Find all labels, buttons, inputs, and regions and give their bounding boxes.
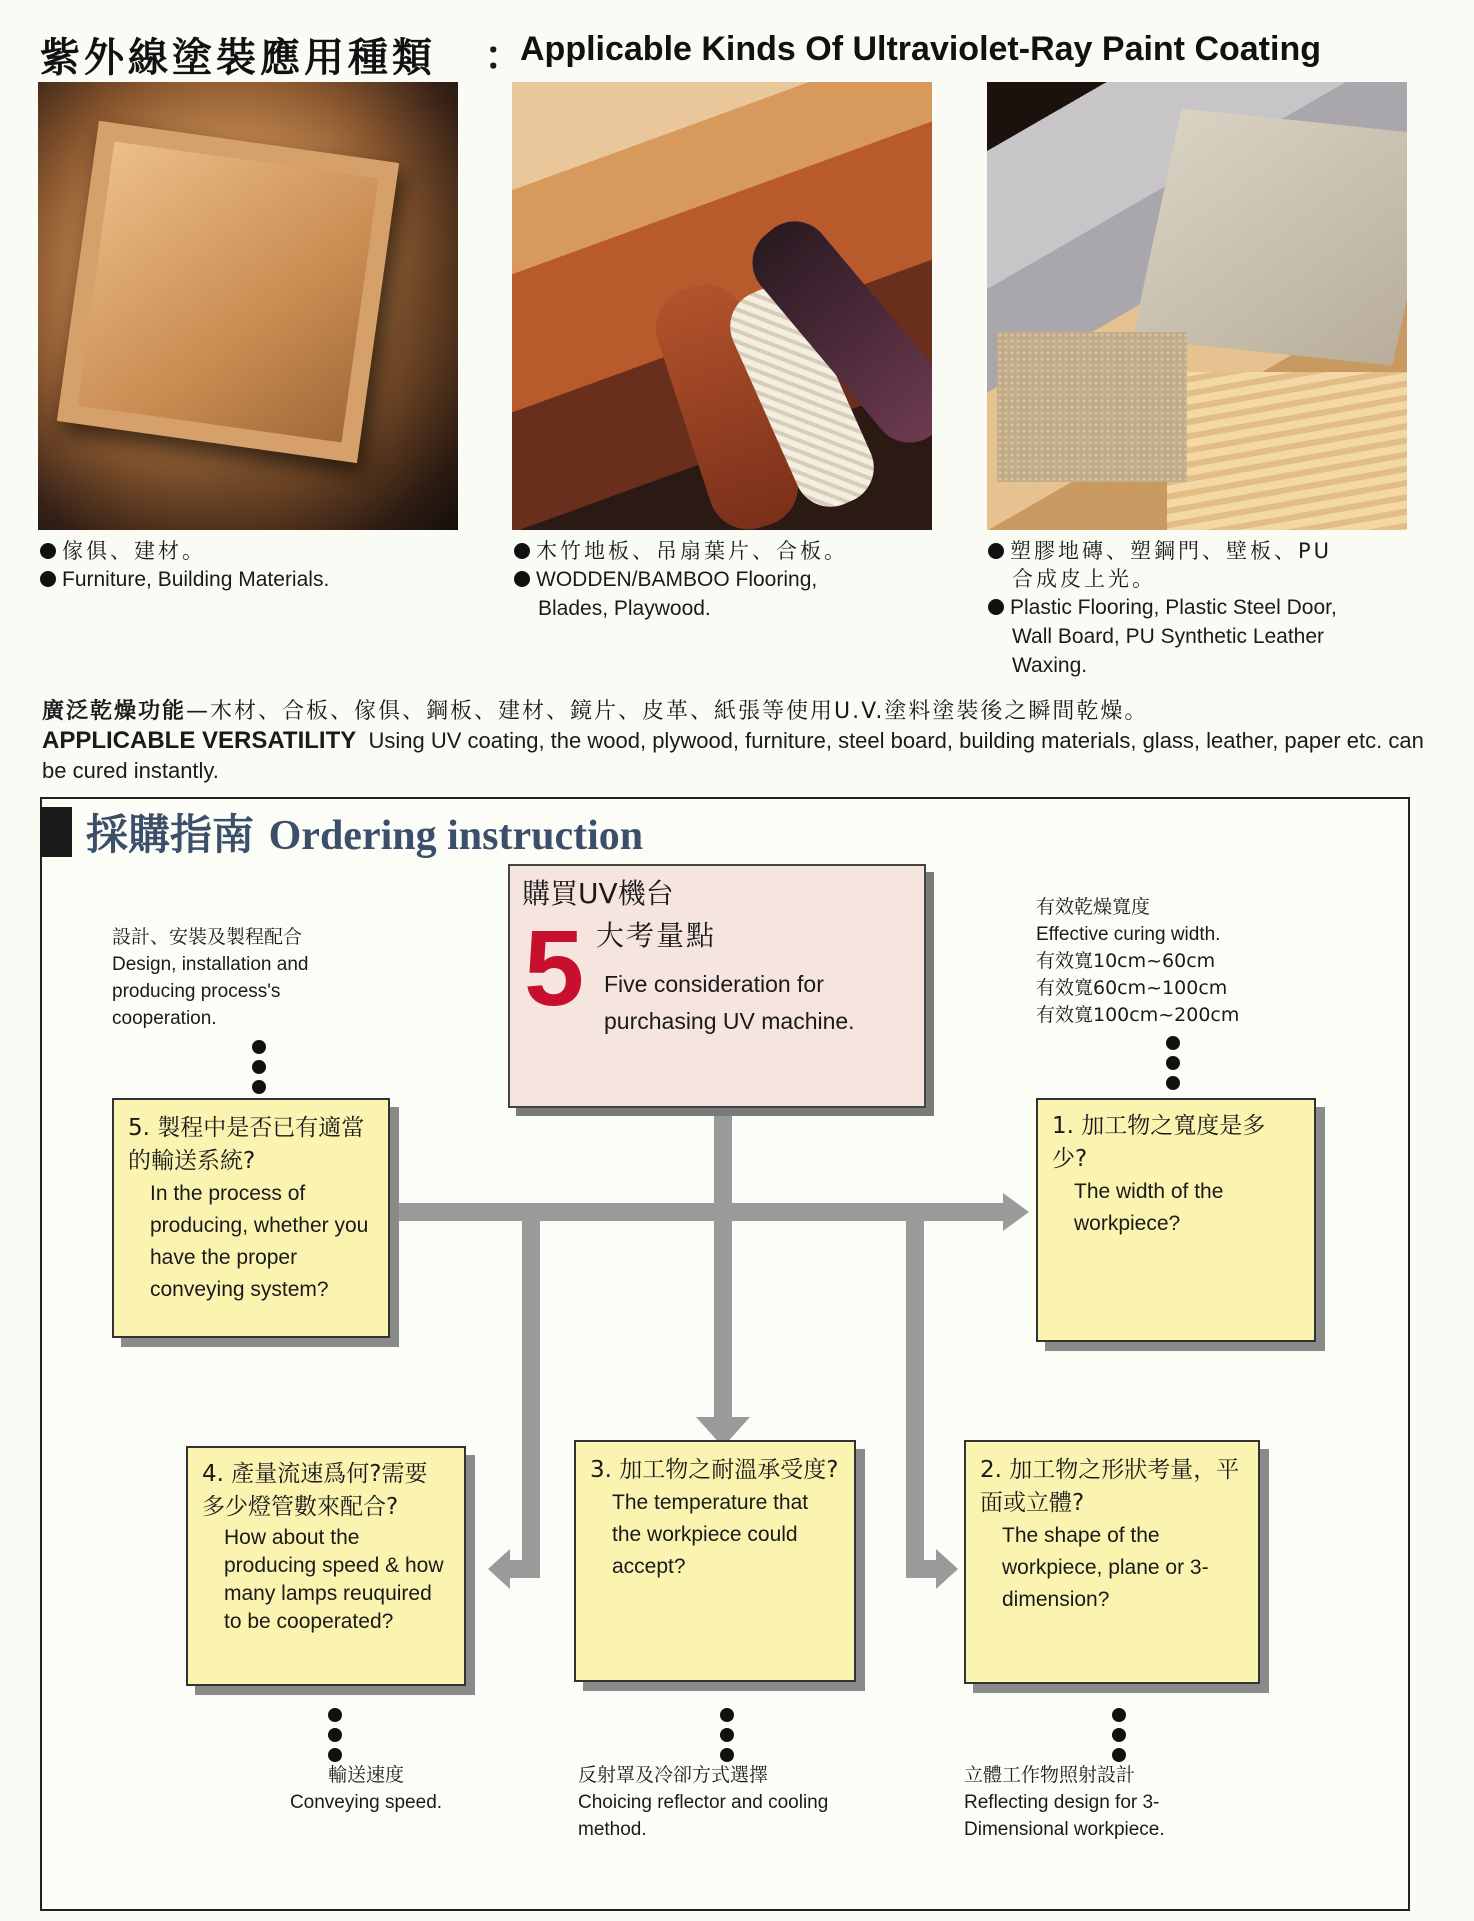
center-line2: 大考量點: [596, 919, 717, 952]
note-4: 輸送速度 Conveying speed.: [289, 1764, 443, 1813]
consideration-box-5: 5. 製程中是否已有適當的輸送系統? In the process of producing, whether you have the proper conveying system?: [112, 1098, 390, 1338]
title-separator: ：: [484, 33, 524, 79]
furniture-photo: [38, 82, 458, 530]
center-en: Five consideration for purchasing UV machine.: [604, 971, 855, 1034]
caption-flooring: 木竹地板、吊扇葉片、合板。 WODDEN/BAMBOO Flooring, Blades, Playwood.: [514, 537, 848, 623]
note-2: 立體工作物照射設計 Reflecting design for 3-Dimensional workpiece.: [964, 1764, 1165, 1840]
versatility-en: APPLICABLE VERSATILITY Using UV coating, the wood, plywood, furniture, steel board, building materials, glass, leather, paper etc. can be cured instantly.: [42, 727, 1424, 783]
consideration-box-2: 2. 加工物之形狀考量，平面或立體? The shape of the workpiece, plane or 3-dimension?: [964, 1440, 1260, 1684]
versatility-zh: 廣泛乾燥功能—木材、合板、傢俱、鋼板、建材、鏡片、皮革、紙張等使用U.V.塗料塗裝後之瞬間乾燥。: [42, 699, 1149, 724]
bullet-icon: [40, 571, 56, 587]
caption-furniture: 傢俱、建材。 Furniture, Building Materials.: [40, 537, 329, 594]
consideration-box-4: 4. 產量流速爲何?需要多少燈管數來配合? How about the producing speed & how many lamps reuquired to be cooperated?: [186, 1446, 466, 1686]
ordering-title: 採購指南 Ordering instruction: [86, 810, 644, 859]
page-title-zh: 紫外線塗裝應用種類: [40, 35, 436, 81]
bullet-icon: [988, 543, 1004, 559]
bullet-icon: [514, 571, 530, 587]
bullet-icon: [40, 543, 56, 559]
note-1: 有效乾燥寬度 Effective curing width. 有效寬10cm~60cm 有效寬60cm~100cm 有效寬100cm~200cm: [1036, 896, 1240, 1026]
dots-1: [1166, 1036, 1180, 1090]
dots-2: [1112, 1708, 1126, 1762]
bullet-icon: [988, 599, 1004, 615]
consideration-box-1: 1. 加工物之寬度是多少? The width of the workpiece?: [1036, 1098, 1316, 1342]
plastic-flooring-photo: [987, 82, 1407, 530]
note-5: 設計、安裝及製程配合 Design, installation and producing process's cooperation.: [112, 926, 309, 1029]
dots-3: [720, 1708, 734, 1762]
dots-5: [252, 1040, 266, 1094]
bullet-icon: [514, 543, 530, 559]
consideration-box-3: 3. 加工物之耐溫承受度? The temperature that the workpiece could accept?: [574, 1440, 856, 1682]
dots-4: [328, 1708, 342, 1762]
big-number: 5: [524, 907, 585, 1028]
flooring-blades-photo: [512, 82, 932, 530]
center-line1: 購買UV機台: [522, 877, 674, 910]
note-3: 反射罩及冷卻方式選擇 Choicing reflector and cooling method.: [578, 1764, 829, 1840]
caption-plastic: 塑膠地磚、塑鋼門、壁板、PU 合成皮上光。 Plastic Flooring, Plastic Steel Door, Wall Board, PU Synthetic Leather Waxing.: [988, 537, 1428, 680]
page-title-en: Applicable Kinds Of Ultraviolet-Ray Paint Coating: [520, 30, 1321, 68]
